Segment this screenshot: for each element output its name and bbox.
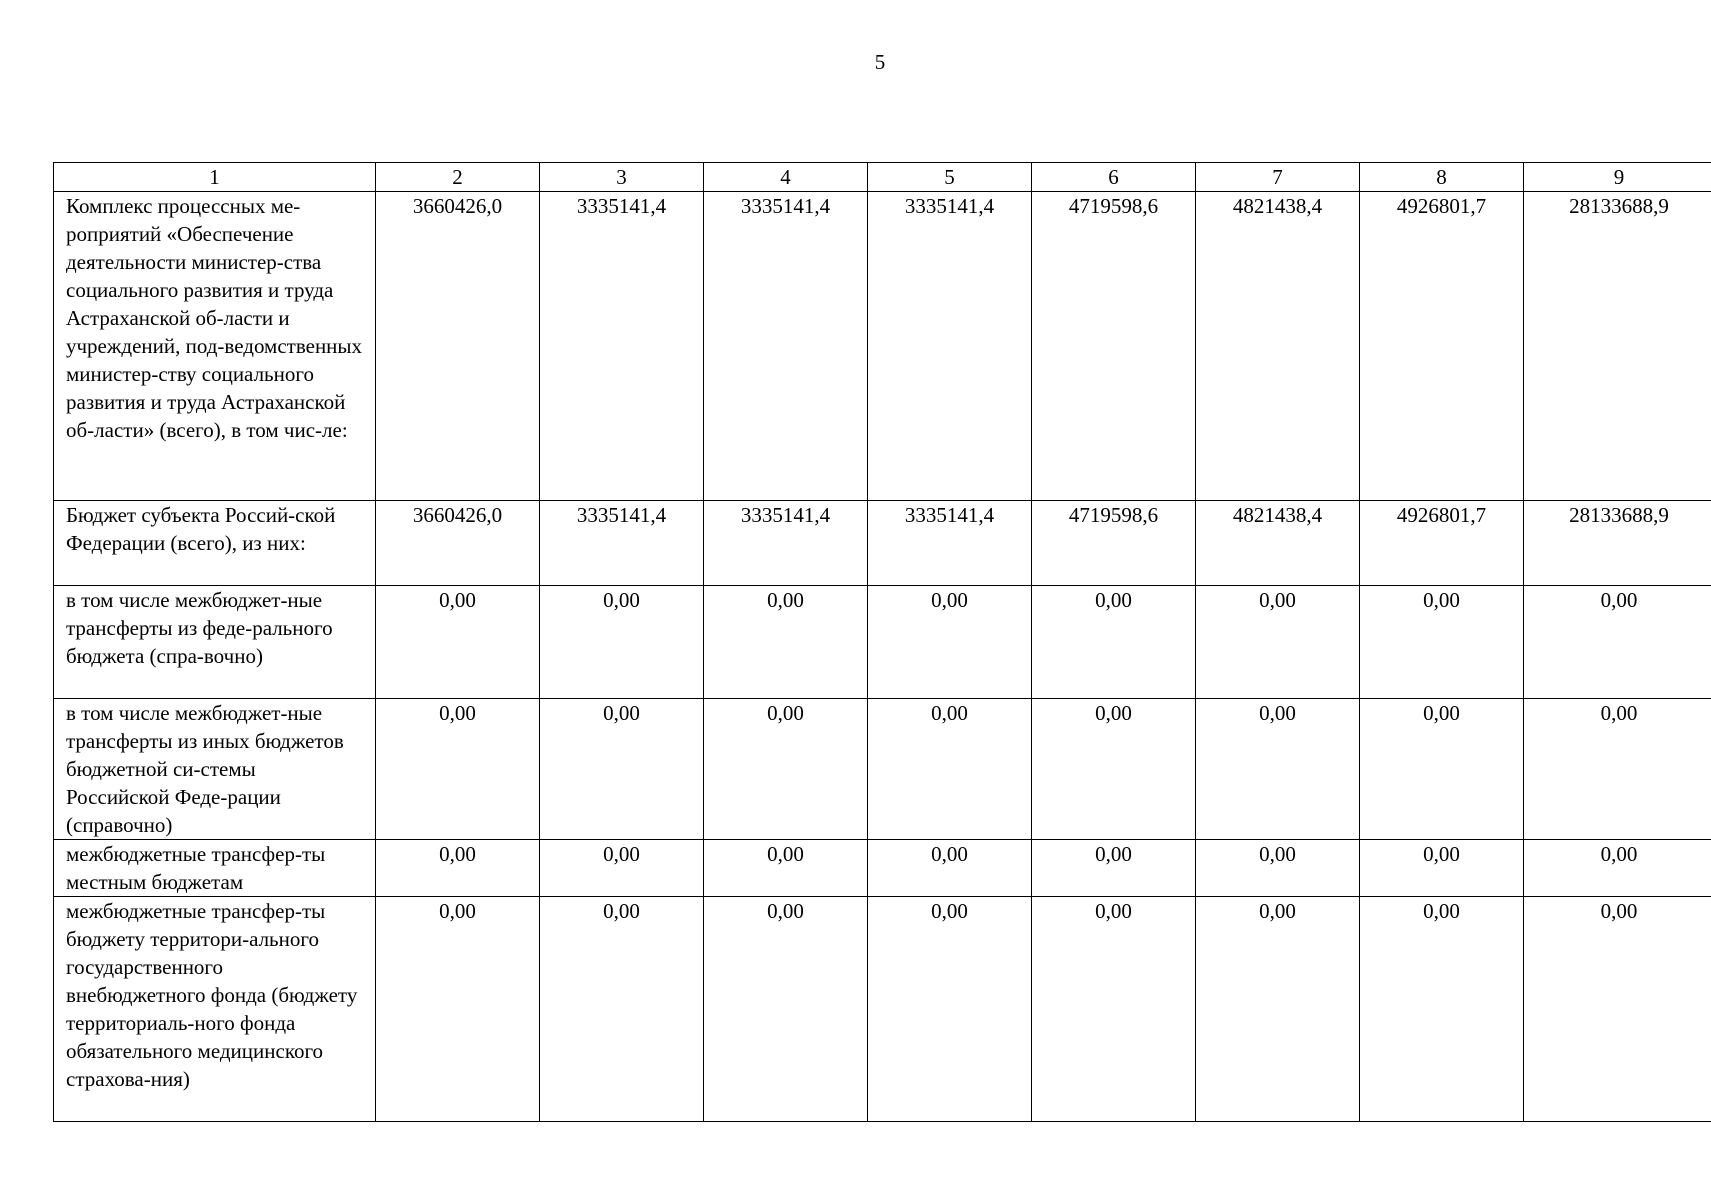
table-cell: 0,00 [376,897,540,1122]
table-cell: 4926801,7 [1360,501,1524,586]
column-header: 5 [868,163,1032,192]
table-row [54,897,1711,1122]
table-cell: 0,00 [540,897,704,1122]
table-cell: 0,00 [1360,840,1524,897]
row-label: межбюджетные трансфер-ты бюджету территори-ального государственного внебюджетного фонда (бюджету территориаль-ного фонда обязательного медицинского страхова-ния) [54,897,376,1122]
budget-table-container [53,162,1698,1122]
budget-table [53,162,1711,1122]
table-cell: 3335141,4 [704,192,868,501]
table-header-row [54,163,1711,192]
table-cell: 0,00 [1196,840,1360,897]
row-label: межбюджетные трансфер-ты местным бюджетам [54,840,376,897]
column-header: 2 [376,163,540,192]
table-cell: 3660426,0 [376,192,540,501]
table-cell: 3660426,0 [376,501,540,586]
table-cell: 0,00 [1196,699,1360,840]
table-cell: 0,00 [540,840,704,897]
table-cell: 0,00 [1360,897,1524,1122]
table-cell: 0,00 [868,699,1032,840]
column-header: 9 [1524,163,1711,192]
table-cell: 0,00 [376,840,540,897]
table-cell: 0,00 [376,699,540,840]
table-cell: 3335141,4 [704,501,868,586]
table-cell: 0,00 [1524,586,1711,699]
table-cell: 3335141,4 [540,192,704,501]
table-cell: 4719598,6 [1032,501,1196,586]
table-cell: 0,00 [1524,897,1711,1122]
table-row [54,699,1711,840]
table-cell: 0,00 [376,586,540,699]
table-cell: 0,00 [868,586,1032,699]
column-header: 4 [704,163,868,192]
table-cell: 0,00 [704,586,868,699]
table-cell: 4719598,6 [1032,192,1196,501]
table-cell: 3335141,4 [868,501,1032,586]
table-cell: 4821438,4 [1196,501,1360,586]
table-cell: 0,00 [704,897,868,1122]
table-cell: 0,00 [1196,586,1360,699]
column-header: 3 [540,163,704,192]
table-cell: 0,00 [1032,840,1196,897]
table-cell: 0,00 [704,699,868,840]
table-row [54,501,1711,586]
page-number: 5 [874,50,886,74]
row-label: в том числе межбюджет-ные трансферты из иных бюджетов бюджетной си-стемы Российской Феде-рации (справочно) [54,699,376,840]
table-cell: 0,00 [1032,586,1196,699]
table-cell: 0,00 [1524,699,1711,840]
table-cell: 3335141,4 [540,501,704,586]
table-cell: 0,00 [868,840,1032,897]
table-cell: 0,00 [1360,699,1524,840]
table-cell: 0,00 [1524,840,1711,897]
column-header: 6 [1032,163,1196,192]
table-cell: 0,00 [1360,586,1524,699]
table-row [54,192,1711,501]
row-label: Комплекс процессных ме-роприятий «Обеспечение деятельности министер-ства социального развития и труда Астраханской об-ласти и учреждений, под-ведомственных министер-ству социального развития и труда Астраханской об-ласти» (всего), в том чис-ле: [54,192,376,501]
table-cell: 0,00 [1196,897,1360,1122]
table-cell: 4926801,7 [1360,192,1524,501]
table-cell: 0,00 [704,840,868,897]
table-cell: 0,00 [1032,897,1196,1122]
table-cell: 0,00 [540,699,704,840]
column-header: 8 [1360,163,1524,192]
table-cell: 0,00 [1032,699,1196,840]
column-header: 7 [1196,163,1360,192]
table-cell: 0,00 [868,897,1032,1122]
row-label: Бюджет субъекта Россий-ской Федерации (всего), из них: [54,501,376,586]
column-header: 1 [54,163,376,192]
table-cell: 0,00 [540,586,704,699]
table-row [54,840,1711,897]
table-cell: 4821438,4 [1196,192,1360,501]
table-cell: 28133688,9 [1524,501,1711,586]
table-row [54,586,1711,699]
table-cell: 28133688,9 [1524,192,1711,501]
table-cell: 3335141,4 [868,192,1032,501]
row-label: в том числе межбюджет-ные трансферты из феде-рального бюджета (спра-вочно) [54,586,376,699]
